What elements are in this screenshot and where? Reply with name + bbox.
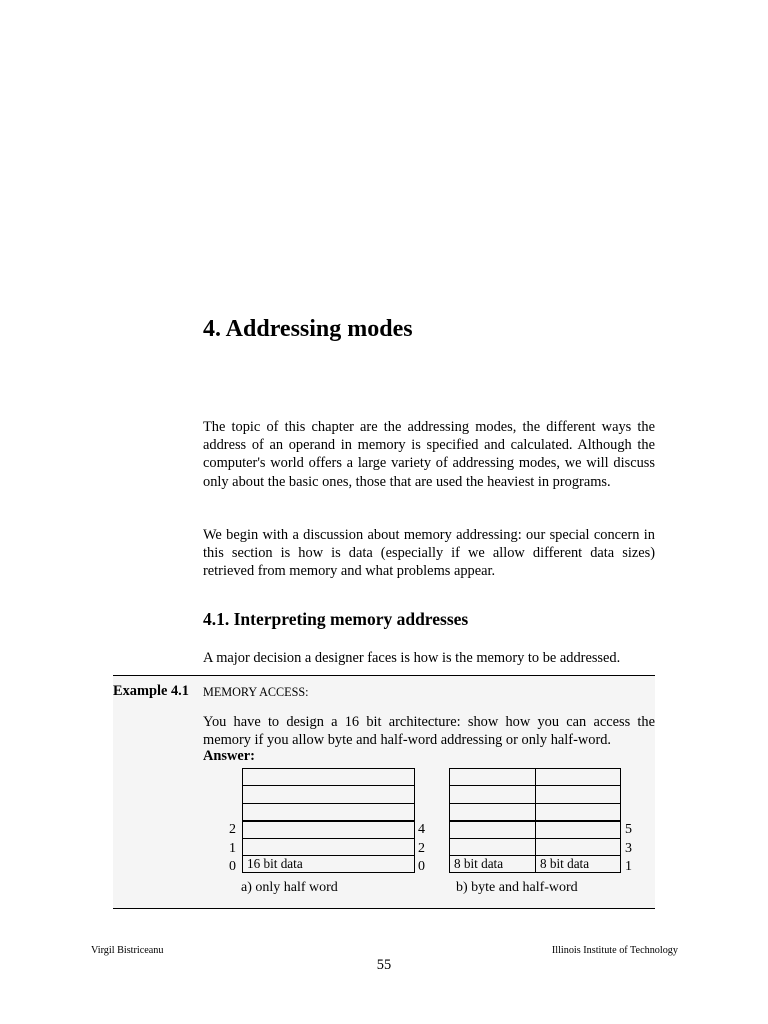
memory-cell-data: 8 bit data — [536, 855, 621, 872]
memory-cell-data: 8 bit data — [450, 855, 536, 872]
address-label: 2 — [418, 841, 425, 856]
address-label: 4 — [418, 822, 425, 837]
diagram-caption: b) byte and half-word — [456, 880, 578, 895]
memory-cell — [450, 838, 536, 855]
example-text: You have to design a 16 bit architecture: show how you can access the memory if you allow byte and half-word addressing or only half-word. — [203, 714, 655, 749]
memory-cell — [450, 821, 536, 838]
diagram-caption: a) only half word — [241, 880, 338, 895]
memory-cell — [243, 821, 415, 838]
example-title: MEMORY ACCESS: — [203, 685, 309, 699]
address-label: 1 — [625, 859, 632, 874]
address-label: 0 — [229, 859, 236, 874]
memory-cell — [536, 838, 621, 855]
section-paragraph: A major decision a designer faces is how is the memory to be addressed. — [203, 650, 621, 666]
page-number: 55 — [376, 957, 392, 973]
memory-diagram-half-word — [242, 768, 415, 873]
address-label: 0 — [418, 859, 425, 874]
footer-institution: Illinois Institute of Technology — [551, 945, 678, 956]
memory-cell-data: 16 bit data — [243, 855, 415, 872]
memory-cell — [450, 769, 536, 786]
memory-cell — [243, 786, 415, 803]
address-label: 5 — [625, 822, 632, 837]
intro-paragraph-1: The topic of this chapter are the addressing modes, the different ways the address of an operand in memory is specified and calculated. Although the computer's world offers a large variety of addressing modes, we will discuss only about the basic ones, those that are used the heaviest in programs. — [203, 419, 655, 490]
address-label: 3 — [625, 841, 632, 856]
memory-cell — [243, 803, 415, 820]
memory-cell — [536, 786, 621, 803]
footer-author: Virgil Bistriceanu — [91, 945, 164, 956]
memory-cell — [536, 803, 621, 820]
memory-cell — [450, 786, 536, 803]
intro-paragraph-2: We begin with a discussion about memory addressing: our special concern in this section is how is data (especially if we allow different data sizes) retrieved from memory and what problems appear. — [203, 527, 655, 580]
address-label: 1 — [229, 841, 236, 856]
example-label: Example 4.1 — [113, 683, 189, 699]
chapter-title: 4. Addressing modes — [203, 316, 413, 342]
answer-label: Answer: — [203, 748, 255, 764]
memory-cell — [450, 803, 536, 820]
memory-cell — [536, 821, 621, 838]
memory-cell — [536, 769, 621, 786]
memory-cell — [243, 838, 415, 855]
memory-diagram-byte-half-word — [449, 768, 621, 873]
memory-cell — [243, 769, 415, 786]
address-label: 2 — [229, 822, 236, 837]
section-title: 4.1. Interpreting memory addresses — [203, 609, 469, 629]
